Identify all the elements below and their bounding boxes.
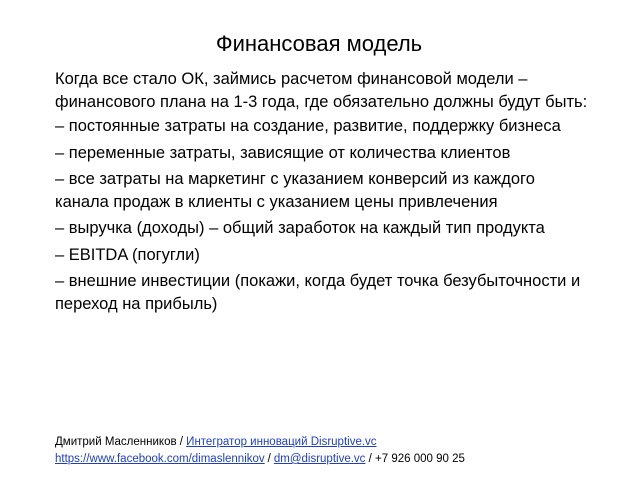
slide-title: Финансовая модель xyxy=(215,31,423,56)
list-item-marketing-costs: – все затраты на маркетинг с указанием конверсий из каждого канала продаж в клиенты с указанием цены привлечения xyxy=(55,170,535,211)
facebook-link[interactable]: https://www.facebook.com/dimaslennikov xyxy=(55,453,265,465)
intro-paragraph: Когда все стало ОК, займись расчетом финансовой модели – финансового плана на 1-3 года, где обязательно должны будут быть: xyxy=(55,70,588,111)
footer-line-1 xyxy=(55,434,615,451)
list-item-ebitda: – EBITDA (погугли) xyxy=(55,245,200,264)
phone-number: / +7 926 000 90 25 xyxy=(368,453,465,465)
email-link[interactable]: dm@disruptive.vc xyxy=(273,453,366,465)
list-item-revenue: – выручка (доходы) – общий заработок на каждый тип продукта xyxy=(55,219,545,237)
author-name: Дмитрий Масленников / xyxy=(55,436,183,448)
slide-body xyxy=(55,68,590,319)
footer-line-2 xyxy=(55,451,615,468)
footer xyxy=(55,434,615,468)
list-item-variable-costs: – переменные затраты, зависящие от количества клиентов xyxy=(55,143,511,162)
list-item-investments: – внешние инвестиции (покажи, когда будет точка безубыточности и переход на прибыль) xyxy=(55,272,581,313)
list-item-fixed-costs: – постоянные затраты на создание, развитие, поддержку бизнеса xyxy=(55,117,561,135)
footer-separator: / xyxy=(267,453,271,465)
company-link[interactable]: Интегратор инноваций Disruptive.vc xyxy=(186,436,377,448)
